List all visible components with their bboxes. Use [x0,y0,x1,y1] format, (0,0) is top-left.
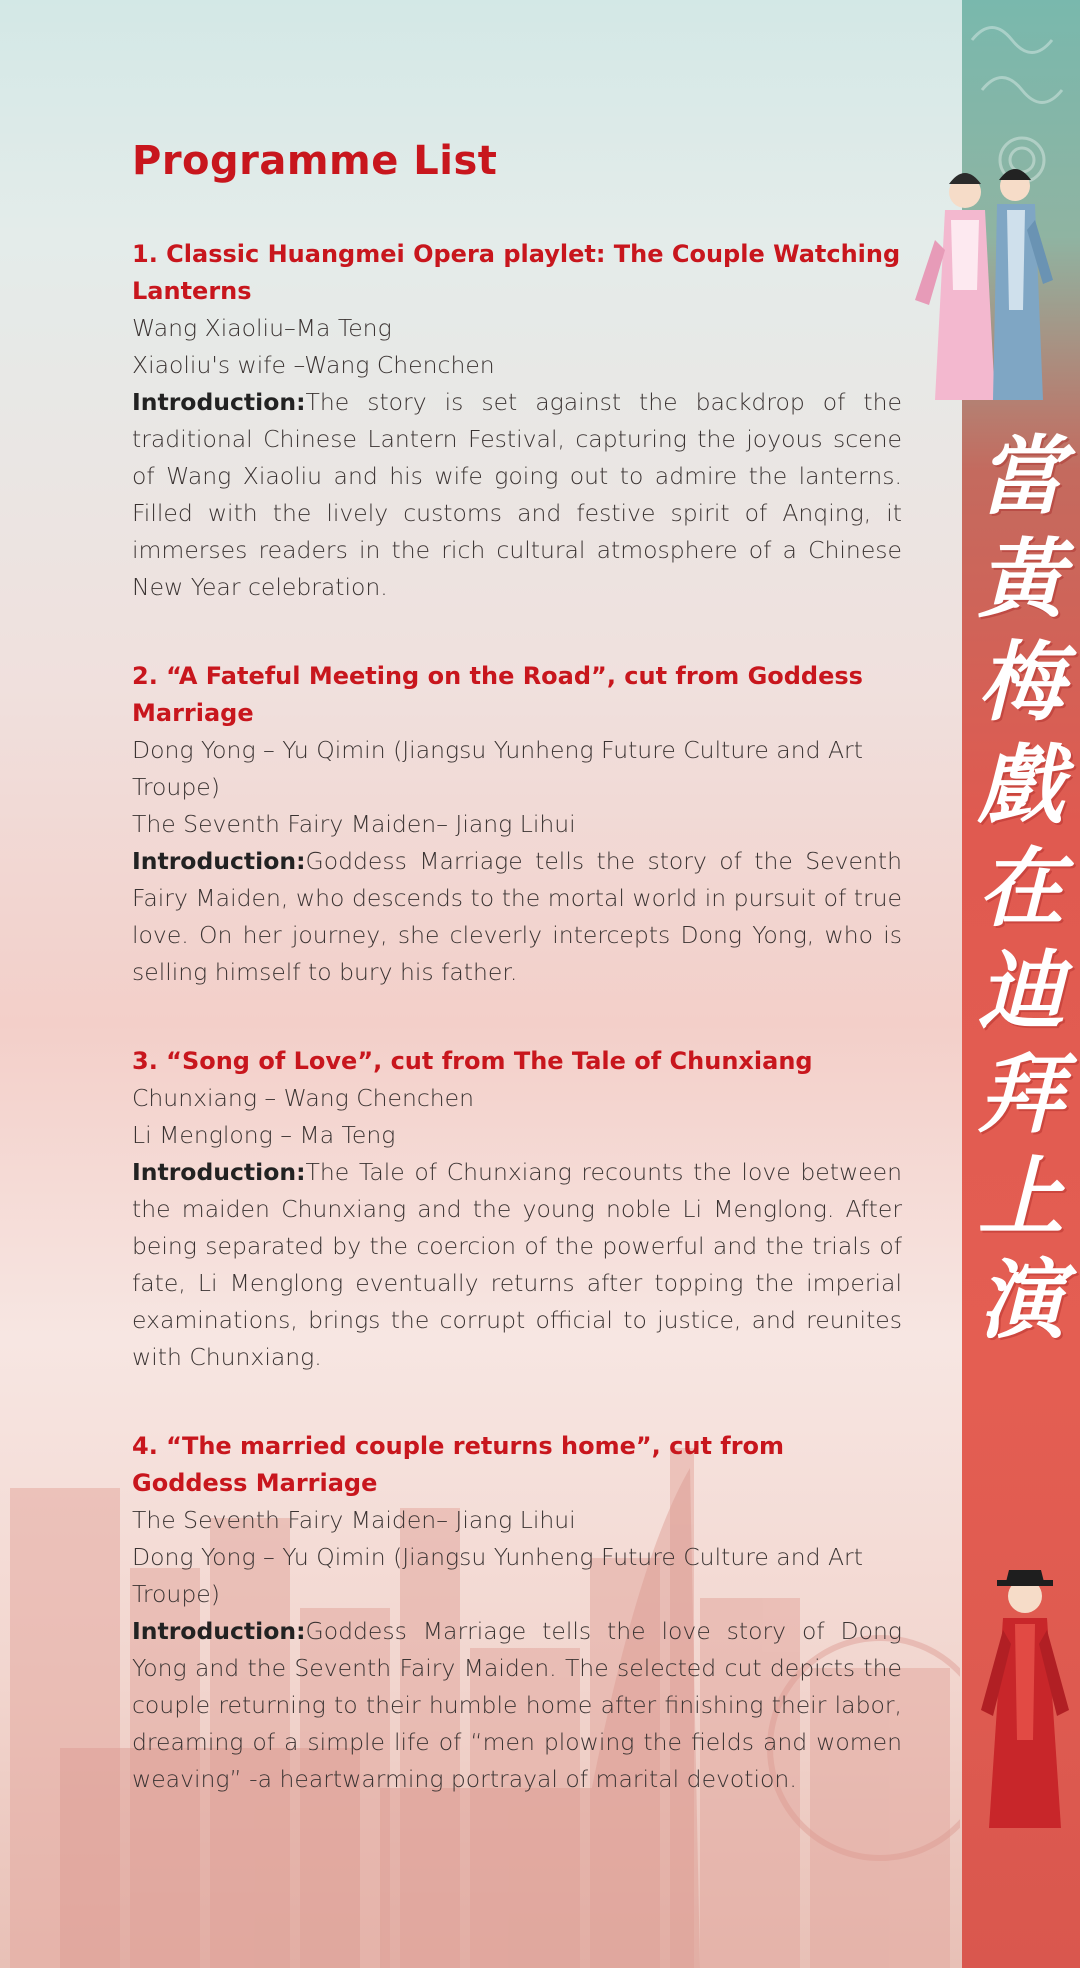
opera-couple-illustration [915,160,1055,410]
cast-line: The Seventh Fairy Maiden– Jiang Lihui [132,1506,576,1534]
introduction-label: Introduction: [132,388,306,416]
programme-list [132,138,902,1850]
programme-title: 2. “A Fateful Meeting on the Road”, cut from Goddess Marriage [132,662,863,727]
page-title: Programme List [132,138,498,184]
introduction-label: Introduction: [132,1158,306,1186]
banner-char: 梅 [978,632,1064,733]
programme-title: 4. “The married couple returns home”, cut from Goddess Marriage [132,1432,785,1497]
cast-line: Dong Yong – Yu Qimin (Jiangsu Yunheng Future Culture and Art Troupe) [132,736,863,801]
introduction-text: Goddess Marriage tells the story of the Seventh Fairy Maiden, who descends to the mortal world in pursuit of true love. On her journey, she cleverly intercepts Dong Yong, who is selling himself to bury his father. [132,847,902,986]
banner-char: 上 [978,1147,1064,1248]
banner-char: 戲 [978,735,1064,836]
banner-char: 拜 [978,1044,1064,1145]
introduction-text: Goddess Marriage tells the love story of Dong Yong and the Seventh Fairy Maiden. The selected cut depicts the couple returning to their humble home after finishing their labor, dreaming of a simple life of “men plowing the fields and women weaving” -a heartwarming portrayal of marital devotion. [132,1617,902,1793]
programme-title: 3. “Song of Love”, cut from The Tale of Chunxiang [132,1047,813,1075]
cast-line: The Seventh Fairy Maiden– Jiang Lihui [132,810,576,838]
opera-scholar-illustration [975,1560,1075,1830]
programme-item [132,236,902,606]
programme-introduction [132,1154,902,1376]
cast-line: Li Menglong – Ma Teng [132,1121,396,1149]
banner-char: 當 [978,426,1064,527]
introduction-label: Introduction: [132,847,306,875]
programme-item [132,1428,902,1798]
programme-introduction [132,1613,902,1798]
programme-title: 1. Classic Huangmei Opera playlet: The Couple Watching Lanterns [132,240,901,305]
cast-line: Xiaoliu's wife –Wang Chenchen [132,351,495,379]
programme-item [132,1043,902,1376]
banner-char: 黃 [978,529,1064,630]
cast-line: Chunxiang – Wang Chenchen [132,1084,475,1112]
introduction-label: Introduction: [132,1617,306,1645]
banner-vertical-text [962,425,1080,1352]
cast-line: Dong Yong – Yu Qimin (Jiangsu Yunheng Future Culture and Art Troupe) [132,1543,863,1608]
programme-introduction [132,384,902,606]
programme-introduction [132,843,902,991]
introduction-text: The Tale of Chunxiang recounts the love between the maiden Chunxiang and the young noble Li Menglong. After being separated by the coercion of the powerful and the trials of fate, Li Menglong eventually returns after topping the imperial examinations, brings the corrupt official to justice, and reunites with Chunxiang. [132,1158,902,1371]
banner-char: 迪 [978,941,1064,1042]
cast-line: Wang Xiaoliu–Ma Teng [132,314,392,342]
banner-char: 在 [978,838,1064,939]
banner-char: 演 [978,1250,1064,1351]
programme-item [132,658,902,991]
introduction-text: The story is set against the backdrop of the traditional Chinese Lantern Festival, capturing the joyous scene of Wang Xiaoliu and his wife going out to admire the lanterns. Filled with the lively customs and festive spirit of Anqing, it immerses readers in the rich cultural atmosphere of a Chinese New Year celebration. [132,388,902,601]
